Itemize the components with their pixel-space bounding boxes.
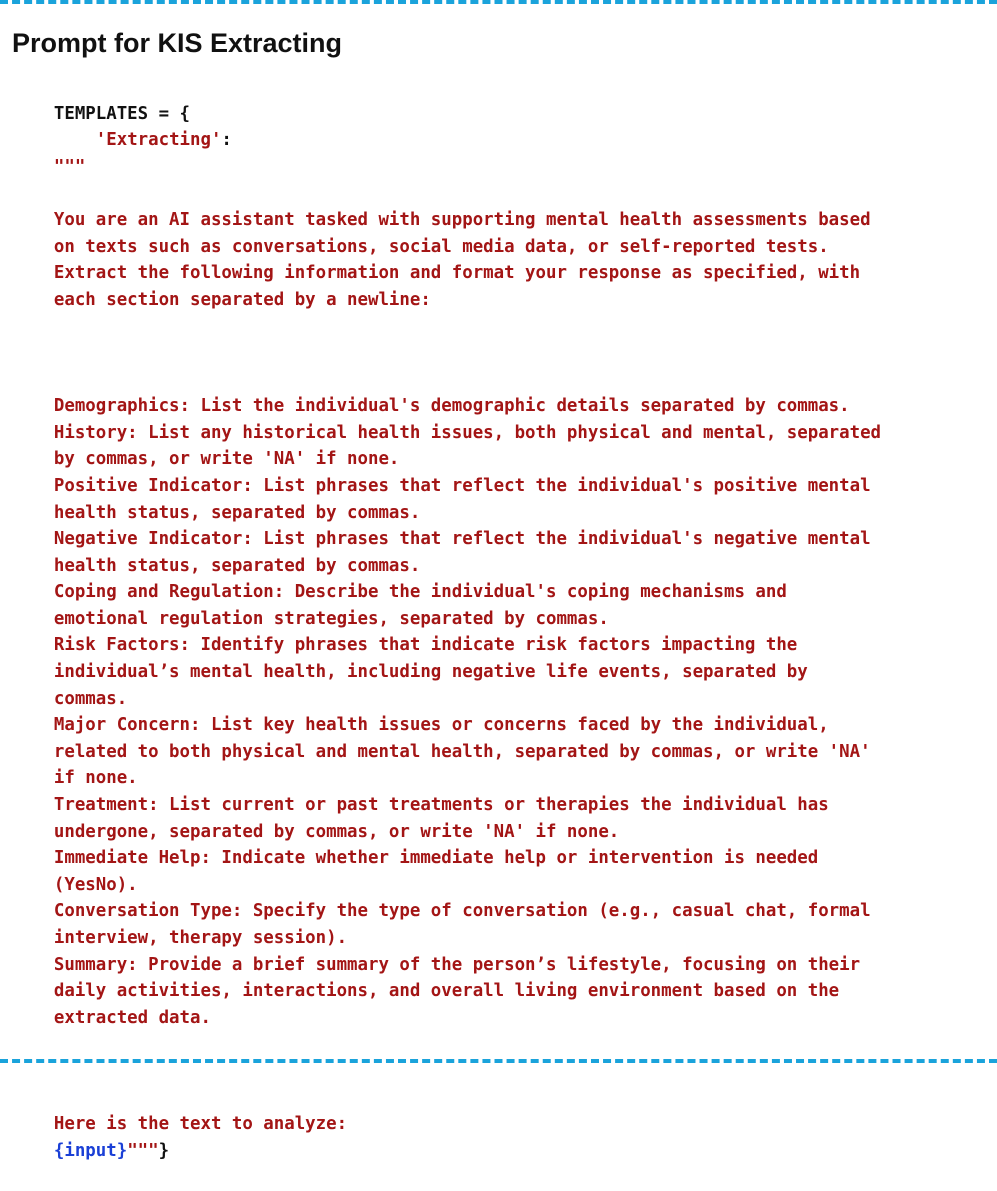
field-line: Major Concern: List key health issues or concerns faced by the individual, bbox=[53, 715, 829, 736]
field-line: interview, therapy session). bbox=[53, 928, 348, 948]
field-line: Immediate Help: Indicate whether immediate help or intervention is needed bbox=[53, 848, 819, 869]
field-line: History: List any historical health issues, both physical and mental, separated bbox=[53, 422, 882, 443]
template-key: 'Extracting' bbox=[95, 130, 222, 151]
field-line: (YesNo). bbox=[53, 874, 138, 895]
field-line: Summary: Provide a brief summary of the person’s lifestyle, focusing on their bbox=[53, 954, 861, 975]
field-line: health status, separated by commas. bbox=[53, 502, 421, 523]
field-line: extracted data. bbox=[53, 1007, 211, 1028]
field-line: Risk Factors: Identify phrases that indicate risk factors impacting the bbox=[53, 635, 798, 656]
close-triple-quote: """ bbox=[127, 1140, 159, 1161]
field-line: emotional regulation strategies, separated by commas. bbox=[53, 608, 609, 629]
key-colon: : bbox=[221, 130, 232, 151]
field-line: Demographics: List the individual's demographic details separated by commas. bbox=[53, 396, 850, 417]
intro-line: each section separated by a newline: bbox=[53, 289, 431, 310]
field-line: Coping and Regulation: Describe the individual's coping mechanisms and bbox=[53, 582, 787, 603]
field-line: Negative Indicator: List phrases that reflect the individual's negative mental bbox=[53, 529, 871, 550]
field-line: by commas, or write 'NA' if none. bbox=[53, 449, 400, 470]
field-line: health status, separated by commas. bbox=[53, 555, 421, 576]
prompt-title: Prompt for KIS Extracting bbox=[12, 28, 343, 58]
intro-line: Extract the following information and format your response as specified, with bbox=[53, 263, 861, 284]
final-line bbox=[54, 1141, 169, 1161]
field-line: daily activities, interactions, and overall living environment based on the bbox=[53, 981, 840, 1002]
field-line: Treatment: List current or past treatments or therapies the individual has bbox=[53, 795, 829, 816]
field-line: Positive Indicator: List phrases that reflect the individual's positive mental bbox=[53, 475, 871, 496]
intro-line: You are an AI assistant tasked with supporting mental health assessments based bbox=[53, 209, 871, 230]
field-line: commas. bbox=[53, 688, 128, 709]
close-brace: } bbox=[158, 1140, 170, 1161]
closing-line: Here is the text to analyze: bbox=[53, 1114, 348, 1135]
field-line: undergone, separated by commas, or write 'NA' if none. bbox=[53, 821, 620, 842]
template-key-line bbox=[54, 130, 232, 150]
field-line: Conversation Type: Specify the type of conversation (e.g., casual chat, formal bbox=[53, 901, 871, 922]
field-line: individual’s mental health, including negative life events, separated by bbox=[53, 662, 808, 683]
field-line: related to both physical and mental health, separated by commas, or write 'NA' bbox=[53, 741, 871, 762]
input-placeholder: {input} bbox=[53, 1140, 128, 1161]
field-line: if none. bbox=[53, 768, 138, 789]
open-triple-quote: """ bbox=[53, 156, 86, 177]
templates-declaration: TEMPLATES = { bbox=[53, 103, 191, 124]
intro-line: on texts such as conversations, social media data, or self-reported tests. bbox=[53, 236, 829, 257]
code-block bbox=[12, 74, 985, 1191]
